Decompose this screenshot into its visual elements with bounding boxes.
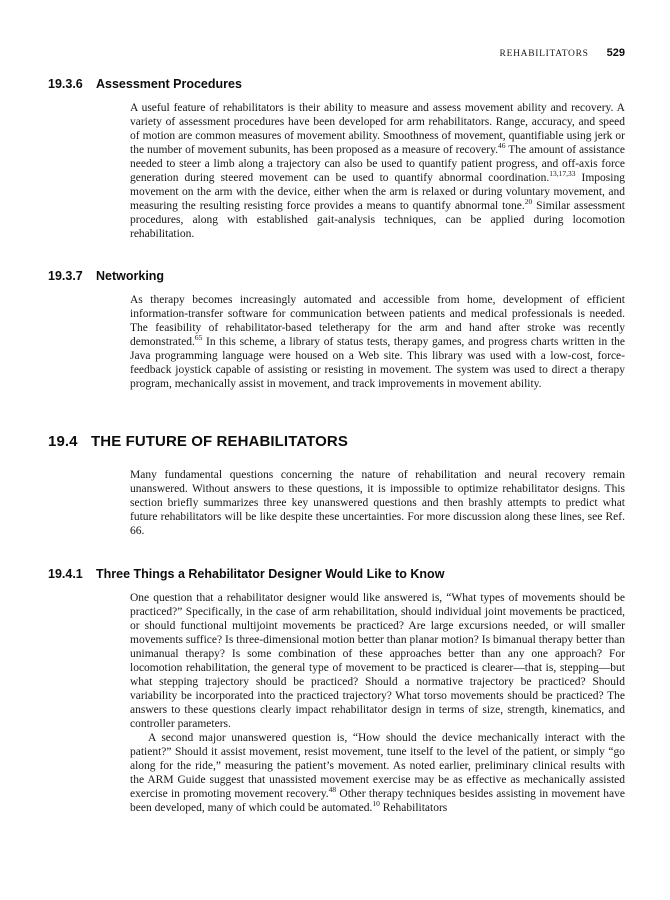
- running-head: REHABILITATORS: [499, 49, 589, 59]
- section-heading: [48, 269, 625, 283]
- paragraph: A second major unanswered question is, “How should the device mechanically interact with the patient?” Should it assist movement, resist movement, tune itself to the level of the patient, or simply “go along for the ride,” measuring the patient’s movement. As noted earlier, preliminary clinical results with the ARM Guide suggest that unassisted movement exercise may be as effective as mechanically assisted exercise in promoting movement recovery.$^{48}$ Other therapy techniques besides assisting in movement have been developed, many of which could be automated.$^{10}$ Rehabilitators: [130, 732, 625, 814]
- section-title: Assessment Procedures: [96, 77, 242, 91]
- section-assessment-procedures: [48, 77, 625, 241]
- paragraph: Many fundamental questions concerning the nature of rehabilitation and neural recovery remain unanswered. Without answers to these questions, it is impossible to optimize rehabilitator designs. This section briefly summarizes three key unanswered questions and then brashly attempts to predict what future rehabilitators will be like despite these uncertainties. For more discussion along these lines, see Ref. 66.: [130, 469, 625, 537]
- paragraph: As therapy becomes increasingly automated and accessible from home, development of efficient information-transfer software for communication between patients and medical professionals is needed. The feasibility of rehabilitator-based teletherapy for the arm and hand after stroke was recently demonstrated.$^{65}$ In this scheme, a library of status tests, therapy games, and progress charts written in the Java programming language were housed on a Web site. This library was used with a low-cost, force-feedback joystick capable of assisting or resisting in movement. The system was used to direct a therapy program, mechanically assist in movement, and track improvements in movement ability.: [130, 294, 625, 390]
- section-heading: [48, 567, 625, 581]
- section-number: 19.4: [48, 433, 78, 450]
- section-three-things: [48, 567, 625, 815]
- section-number: 19.3.7: [48, 269, 83, 283]
- section-title: Networking: [96, 269, 165, 283]
- section-body: [130, 591, 625, 815]
- paragraph: One question that a rehabilitator designer would like answered is, “What types of movements should be practiced?” Specifically, in the case of arm rehabilitation, should individual joint movements be practiced, or should functional multijoint movements be practiced? Are large excursions needed, or will smaller movements suffice? Is three-dimensional motion better than planar motion? Is bimanual therapy better than unimanual therapy? Is some combination of these approaches better than any one approach? For locomotion rehabilitation, the general type of movement to be practiced is clearer—that is, stepping—but what stepping trajectory should be practiced? Should a normative trajectory be practiced? Should variability be incorporated into the practiced trajectory? What torso movements should be practiced? The answers to these questions clearly impact rehabilitator design in terms of size, strength, kinematics, and controller parameters.: [130, 592, 625, 730]
- section-future-of-rehabilitators: [48, 433, 625, 538]
- section-networking: [48, 269, 625, 391]
- section-title: THE FUTURE OF REHABILITATORS: [91, 433, 348, 450]
- section-body: [130, 293, 625, 391]
- section-body: [130, 101, 625, 241]
- section-number: 19.4.1: [48, 567, 83, 581]
- section-number: 19.3.6: [48, 77, 83, 91]
- section-heading: [48, 77, 625, 91]
- page-number: 529: [606, 47, 625, 59]
- section-title: Three Things a Rehabilitator Designer Would Like to Know: [96, 567, 445, 581]
- paragraph: A useful feature of rehabilitators is their ability to measure and assess movement ability and recovery. A variety of assessment procedures have been developed for arm rehabilitators. Range, accuracy, and speed of motion are common measures of movement ability. Smoothness of movement, quantifiable using jerk or the number of movement subunits, has been proposed as a measure of recovery.$^{46}$ The amount of assistance needed to steer a limb along a trajectory can also be used to quantify patient progress, and off-axis force generation during steered movement can be used to quantify abnormal coordination.$^{13,17,33}$ Imposing movement on the arm with the device, either when the arm is relaxed or during voluntary movement, and measuring the resulting resisting force provides a means to quantify abnormal tone.$^{20}$ Similar assessment procedures, along with established gait-analysis techniques, can be applied during locomotion rehabilitation.: [130, 102, 625, 240]
- page-header: [500, 47, 625, 59]
- section-heading: [48, 433, 625, 450]
- section-body: [130, 468, 625, 538]
